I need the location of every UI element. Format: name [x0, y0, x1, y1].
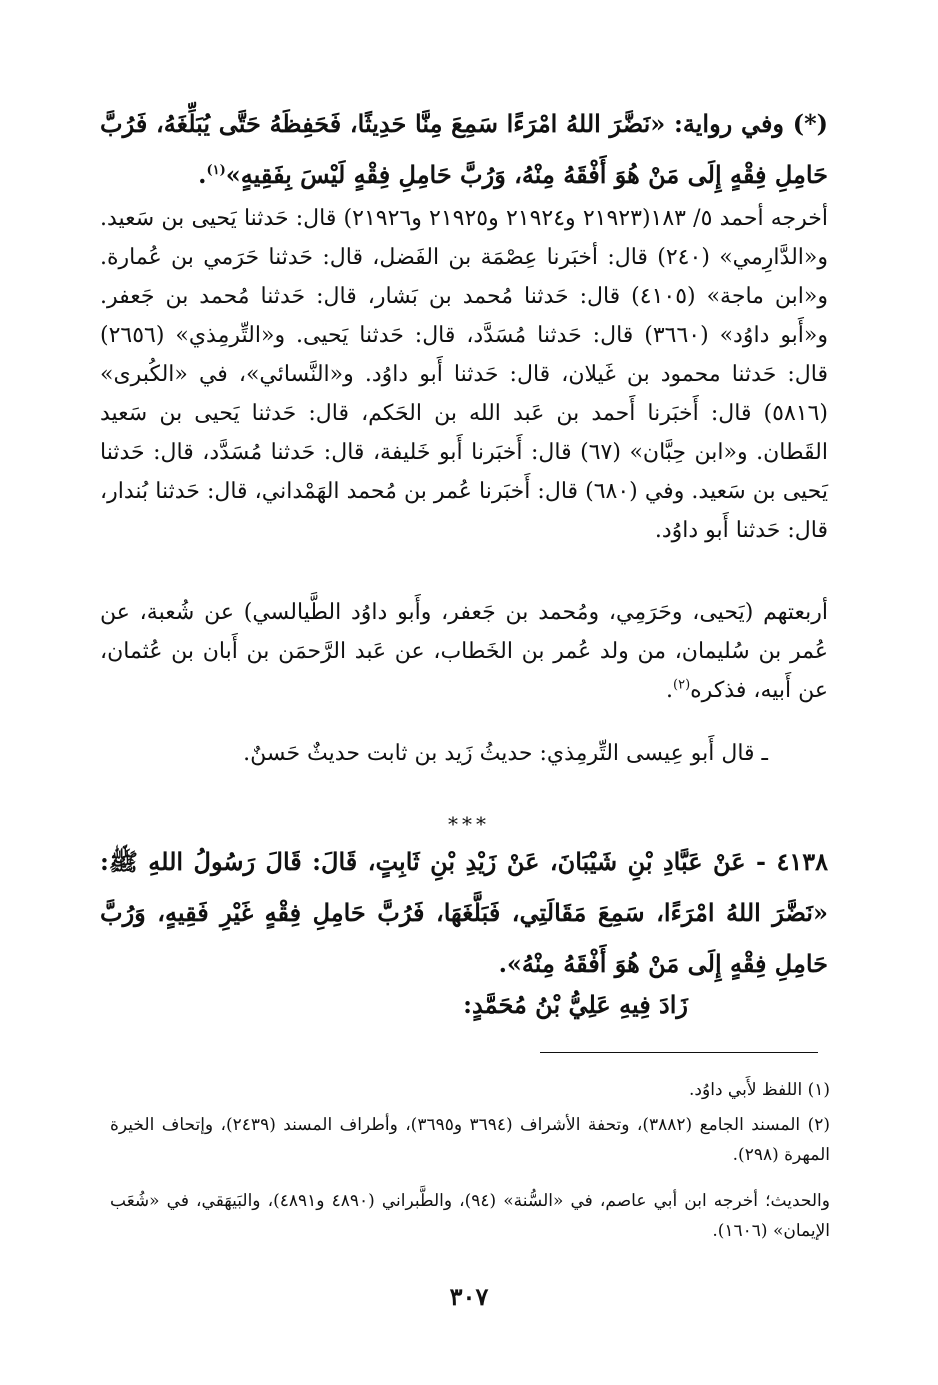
footnote-3: والحديث؛ أخرجه ابن أبي عاصم، في «السُّنة» (٩٤)، والطَّبراني (٤٨٩٠ و٤٨٩١)، والبَيهَقي، في «شُعَب الإيمان» (١٦٠٦). [110, 1191, 830, 1241]
hadith-addition-line: زَادَ فِيهِ عَلِيُّ بْنُ مُحَمَّدٍ: [463, 990, 688, 1019]
chain-text: أربعتهم (يَحيى، وحَرَمِي، ومُحمد بن جَعفر، وأَبو داوُد الطَّيالسي) عن شُعبة، عن عُمر بن سُليمان، من ولد عُمر بن الخَطاب، عن عَبد الرَّحمَن بن أَبان بن عُثمان، عن أَبيه، فذكره [100, 600, 828, 703]
tirmidhi-note: ـ قال أَبو عِيسى التِّرمِذي: حديثُ زَيد بن ثابت حديثٌ حَسنٌ. [243, 741, 768, 766]
footnote-separator [540, 1052, 818, 1053]
footnote-1: (١) اللفظ لأَبي داوُد. [689, 1080, 830, 1100]
variant-narration-paragraph: (*) وفي رواية: «نَضَّرَ اللهُ امْرَءًا سَمِعَ مِنَّا حَدِيثًا، فَحَفِظَهُ حَتَّى يُبَلِّغَهُ، فَرُبَّ حَامِلِ فِقْهٍ إِلَى مَنْ هُوَ أَفْقَهُ مِنْهُ، وَرُبَّ حَامِلِ فِقْهٍ لَيْسَ بِفَقِيهٍ»$^{(١)}$. [100, 109, 828, 189]
footnote-ref-2: (٢) [673, 677, 691, 693]
variant-narration-text: (*) وفي رواية: «نَضَّرَ اللهُ امْرَءًا سَمِعَ مِنَّا حَدِيثًا، فَحَفِظَهُ حَتَّى يُبَلِّغَهُ، فَرُبَّ حَامِلِ فِقْهٍ إِلَى مَنْ هُوَ أَفْقَهُ مِنْهُ، وَرُبَّ حَامِلِ فِقْهٍ لَيْسَ بِفَقِيهٍ» [100, 109, 828, 189]
footnote-2: (٢) المسند الجامع (٣٨٨٢)، وتحفة الأشراف (٣٦٩٤ و٣٦٩٥)، وأطراف المسند (٢٤٣٩)، وإتحاف الخيرة المهرة (٢٩٨). [110, 1115, 830, 1165]
page-number: ٣٠٧ [449, 1282, 489, 1311]
section-separator-stars: *** [448, 812, 490, 836]
chain-paragraph: أربعتهم (يَحيى، وحَرَمِي، ومُحمد بن جَعفر، وأَبو داوُد الطَّيالسي) عن شُعبة، عن عُمر بن سُليمان، من ولد عُمر بن الخَطاب، عن عَبد الرَّحمَن بن أَبان بن عُثمان، عن أَبيه، فذكره$^{(٢)}$. [100, 600, 828, 703]
hadith-text: ٤١٣٨ - عَنْ عَبَّادِ بْنِ شَيْبَانَ، عَنْ زَيْدِ بْنِ ثَابِتٍ، قَالَ: قَالَ رَسُولُ اللهِ ﷺ: «نَضَّرَ اللهُ امْرَءًا، سَمِعَ مَقَالَتِي، فَبَلَّغَهَا، فَرُبَّ حَامِلِ فِقْهٍ غَيْرِ فَقِيهٍ، وَرُبَّ حَامِلِ فِقْهٍ إِلَى مَنْ هُوَ أَفْقَهُ مِنْهُ». [100, 847, 828, 978]
footnote-ref-1: (١) [206, 163, 226, 178]
takhrij-paragraph: أخرجه أحمد ٥/ ١٨٣(٢١٩٢٣ و٢١٩٢٤ و٢١٩٢٥ و٢١٩٢٦) قال: حَدثنا يَحيى بن سَعيد. و«الدَّارِمي» (٢٤٠) قال: أخبَرنا عِصْمَة بن الفَضل، قال: حَدثنا حَرَمي بن عُمارة. و«ابن ماجة» (٤١٠٥) قال: حَدثنا مُحمد بن بَشار، قال: حَدثنا مُحمد بن جَعفر. و«أَبو داوُد» (٣٦٦٠) قال: حَدثنا مُسَدَّد، قال: حَدثنا يَحيى. و«التِّرمِذي» (٢٦٥٦) قال: حَدثنا محمود بن غَيلان، قال: حَدثنا أَبو داوُد. و«النَّسائي»، في «الكُبرى» (٥٨١٦) قال: أَخبَرنا أَحمد بن عَبد الله بن الحَكم، قال: حَدثنا يَحيى بن سَعيد القَطان. و«ابن حِبَّان» (٦٧) قال: أَخبَرنا أَبو خَليفة، قال: حَدثنا مُسَدَّد، قال: حَدثنا يَحيى بن سَعيد. وفي (٦٨٠) قال: أَخبَرنا عُمر بن مُحمد الهَمْداني، قال: حَدثنا بُندار، قال: حَدثنا أَبو داوُد. [100, 206, 829, 543]
